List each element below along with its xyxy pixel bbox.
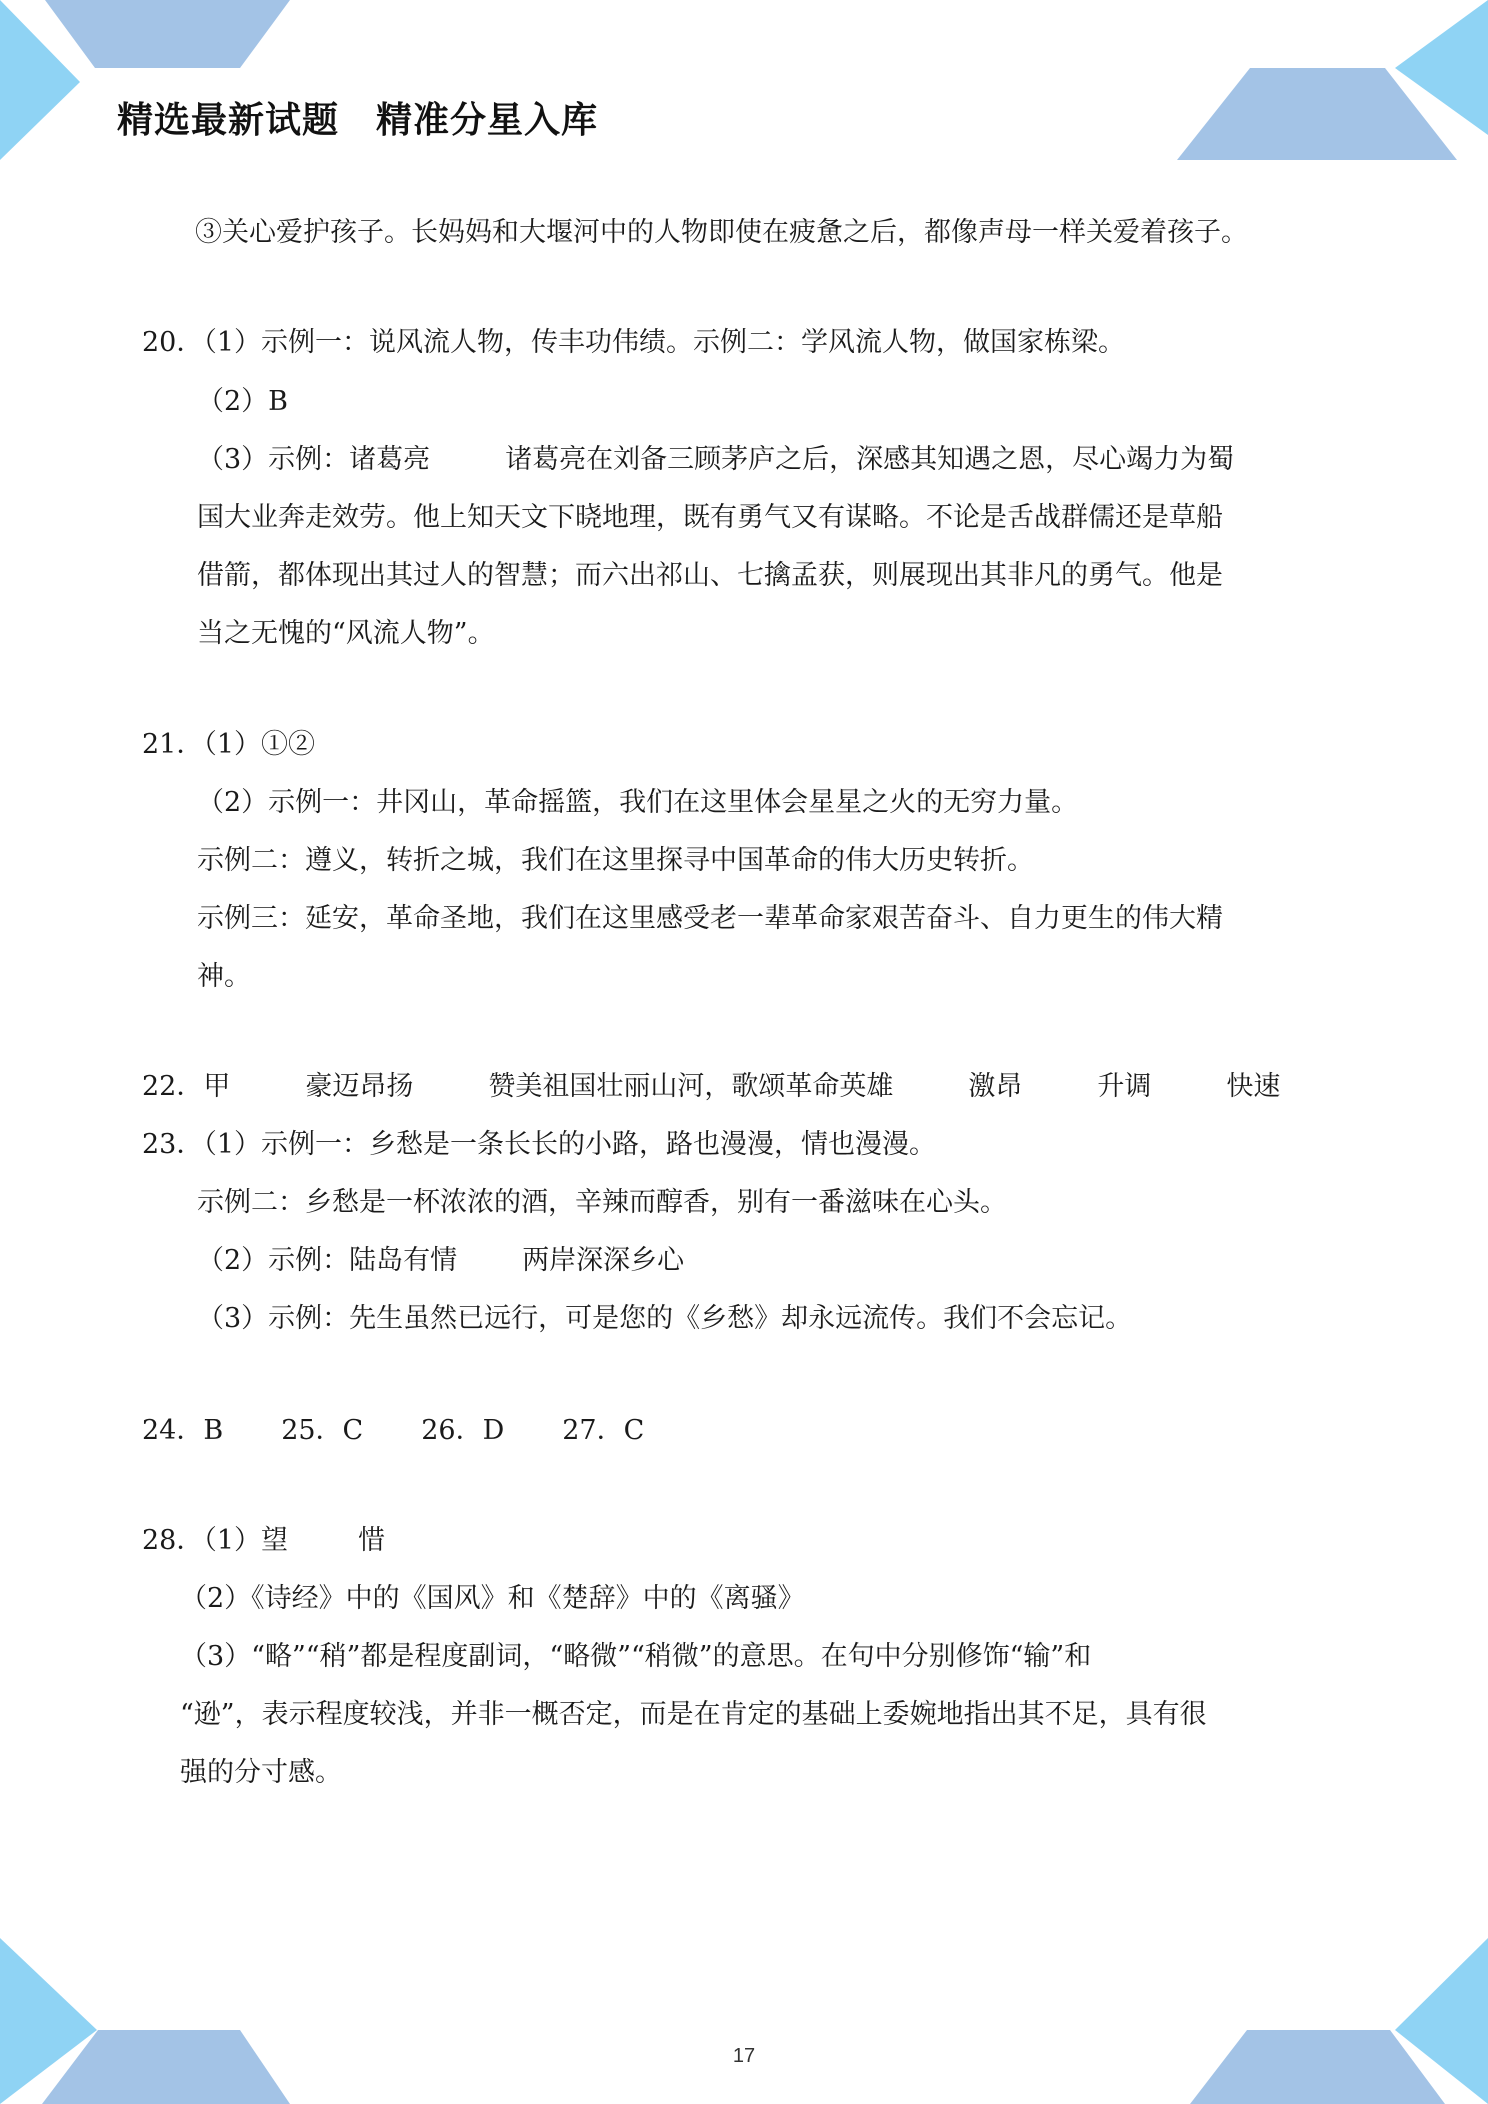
answer-choice: 25．C (281, 1415, 364, 1446)
answer-20-2: （2）B (197, 386, 289, 417)
page-number: 17 (732, 2045, 756, 2067)
answer-line: 示例三：延安，革命圣地，我们在这里感受老一辈革命家艰苦奋斗、自力更生的伟大精 (197, 903, 1223, 934)
answer-21-1: 21．（1）①② (142, 729, 316, 760)
decor-trapezoid-top-left (45, 0, 290, 68)
answer-22-item: 激昂 (968, 1071, 1023, 1102)
answer-23-2-a: （2）示例：陆岛有情 (197, 1245, 458, 1276)
answer-23-2 (197, 1243, 684, 1279)
answer-21-2: （2）示例一：井冈山，革命摇篮，我们在这里体会星星之火的无穷力量。 (197, 787, 1079, 818)
answer-22-item: 赞美祖国壮丽山河，歌颂革命英雄 (488, 1071, 894, 1102)
answer-line: 当之无愧的“风流人物”。 (197, 618, 495, 649)
answer-choice: 27．C (562, 1415, 645, 1446)
answer-20-3-example: （3）示例：诸葛亮 (197, 444, 431, 475)
answer-20-1: 20．（1）示例一：说风流人物，传丰功伟绩。示例二：学风流人物，做国家栋梁。 (142, 327, 1126, 358)
answer-line: 示例二：乡愁是一杯浓浓的酒，辛辣而醇香，别有一番滋味在心头。 (197, 1187, 1007, 1218)
answer-23-2-b: 两岸深深乡心 (522, 1245, 685, 1276)
answer-line: 强的分寸感。 (180, 1757, 342, 1788)
answer-22-item: 升调 (1097, 1071, 1152, 1102)
answer-23-1: 23．（1）示例一：乡愁是一条长长的小路，路也漫漫，情也漫漫。 (142, 1129, 937, 1160)
answer-22-item: 快速 (1226, 1071, 1281, 1102)
answer-line: 示例二：遵义，转折之城，我们在这里探寻中国革命的伟大历史转折。 (197, 845, 1034, 876)
answer-22-item: 22．甲 (142, 1071, 231, 1102)
answer-28-1-a: 28．（1）望 (142, 1525, 289, 1556)
answer-line: 神。 (197, 961, 251, 992)
answer-28-3: （3）“略”“稍”都是程度副词，“略微”“稍微”的意思。在句中分别修饰“输”和 (180, 1641, 1092, 1672)
answer-22 (142, 1069, 1280, 1105)
answer-line: 国大业奔走效劳。他上知天文下晓地理，既有勇气又有谋略。不论是舌战群儒还是草船 (197, 502, 1223, 533)
answer-23-3: （3）示例：先生虽然已远行，可是您的《乡愁》却永远流传。我们不会忘记。 (197, 1303, 1133, 1334)
answer-20-3-text: 诸葛亮在刘备三顾茅庐之后，深感其知遇之恩，尽心竭力为蜀 (505, 444, 1235, 475)
answer-choice: 24．B (142, 1415, 224, 1446)
answer-28-1-b: 惜 (358, 1525, 386, 1556)
answer-20-3 (197, 442, 1234, 478)
answer-line: 借箭，都体现出其过人的智慧；而六出祁山、七擒孟获，则展现出其非凡的勇气。他是 (197, 560, 1223, 591)
answer-22-item: 豪迈昂扬 (305, 1071, 414, 1102)
answer-24-27 (142, 1413, 644, 1449)
answer-28-1 (142, 1523, 385, 1559)
answer-28-2: （2）《诗经》中的《国风》和《楚辞》中的《离骚》 (180, 1583, 805, 1614)
answer-line: “逊”，表示程度较浅，并非一概否定，而是在肯定的基础上委婉地指出其不足，具有很 (180, 1699, 1207, 1730)
answer-line: ③关心爱护孩子。长妈妈和大堰河中的人物即使在疲惫之后，都像声母一样关爱着孩子。 (195, 217, 1248, 248)
header-title: 精选最新试题 精准分星入库 (117, 100, 599, 141)
answer-choice: 26．D (421, 1415, 505, 1446)
